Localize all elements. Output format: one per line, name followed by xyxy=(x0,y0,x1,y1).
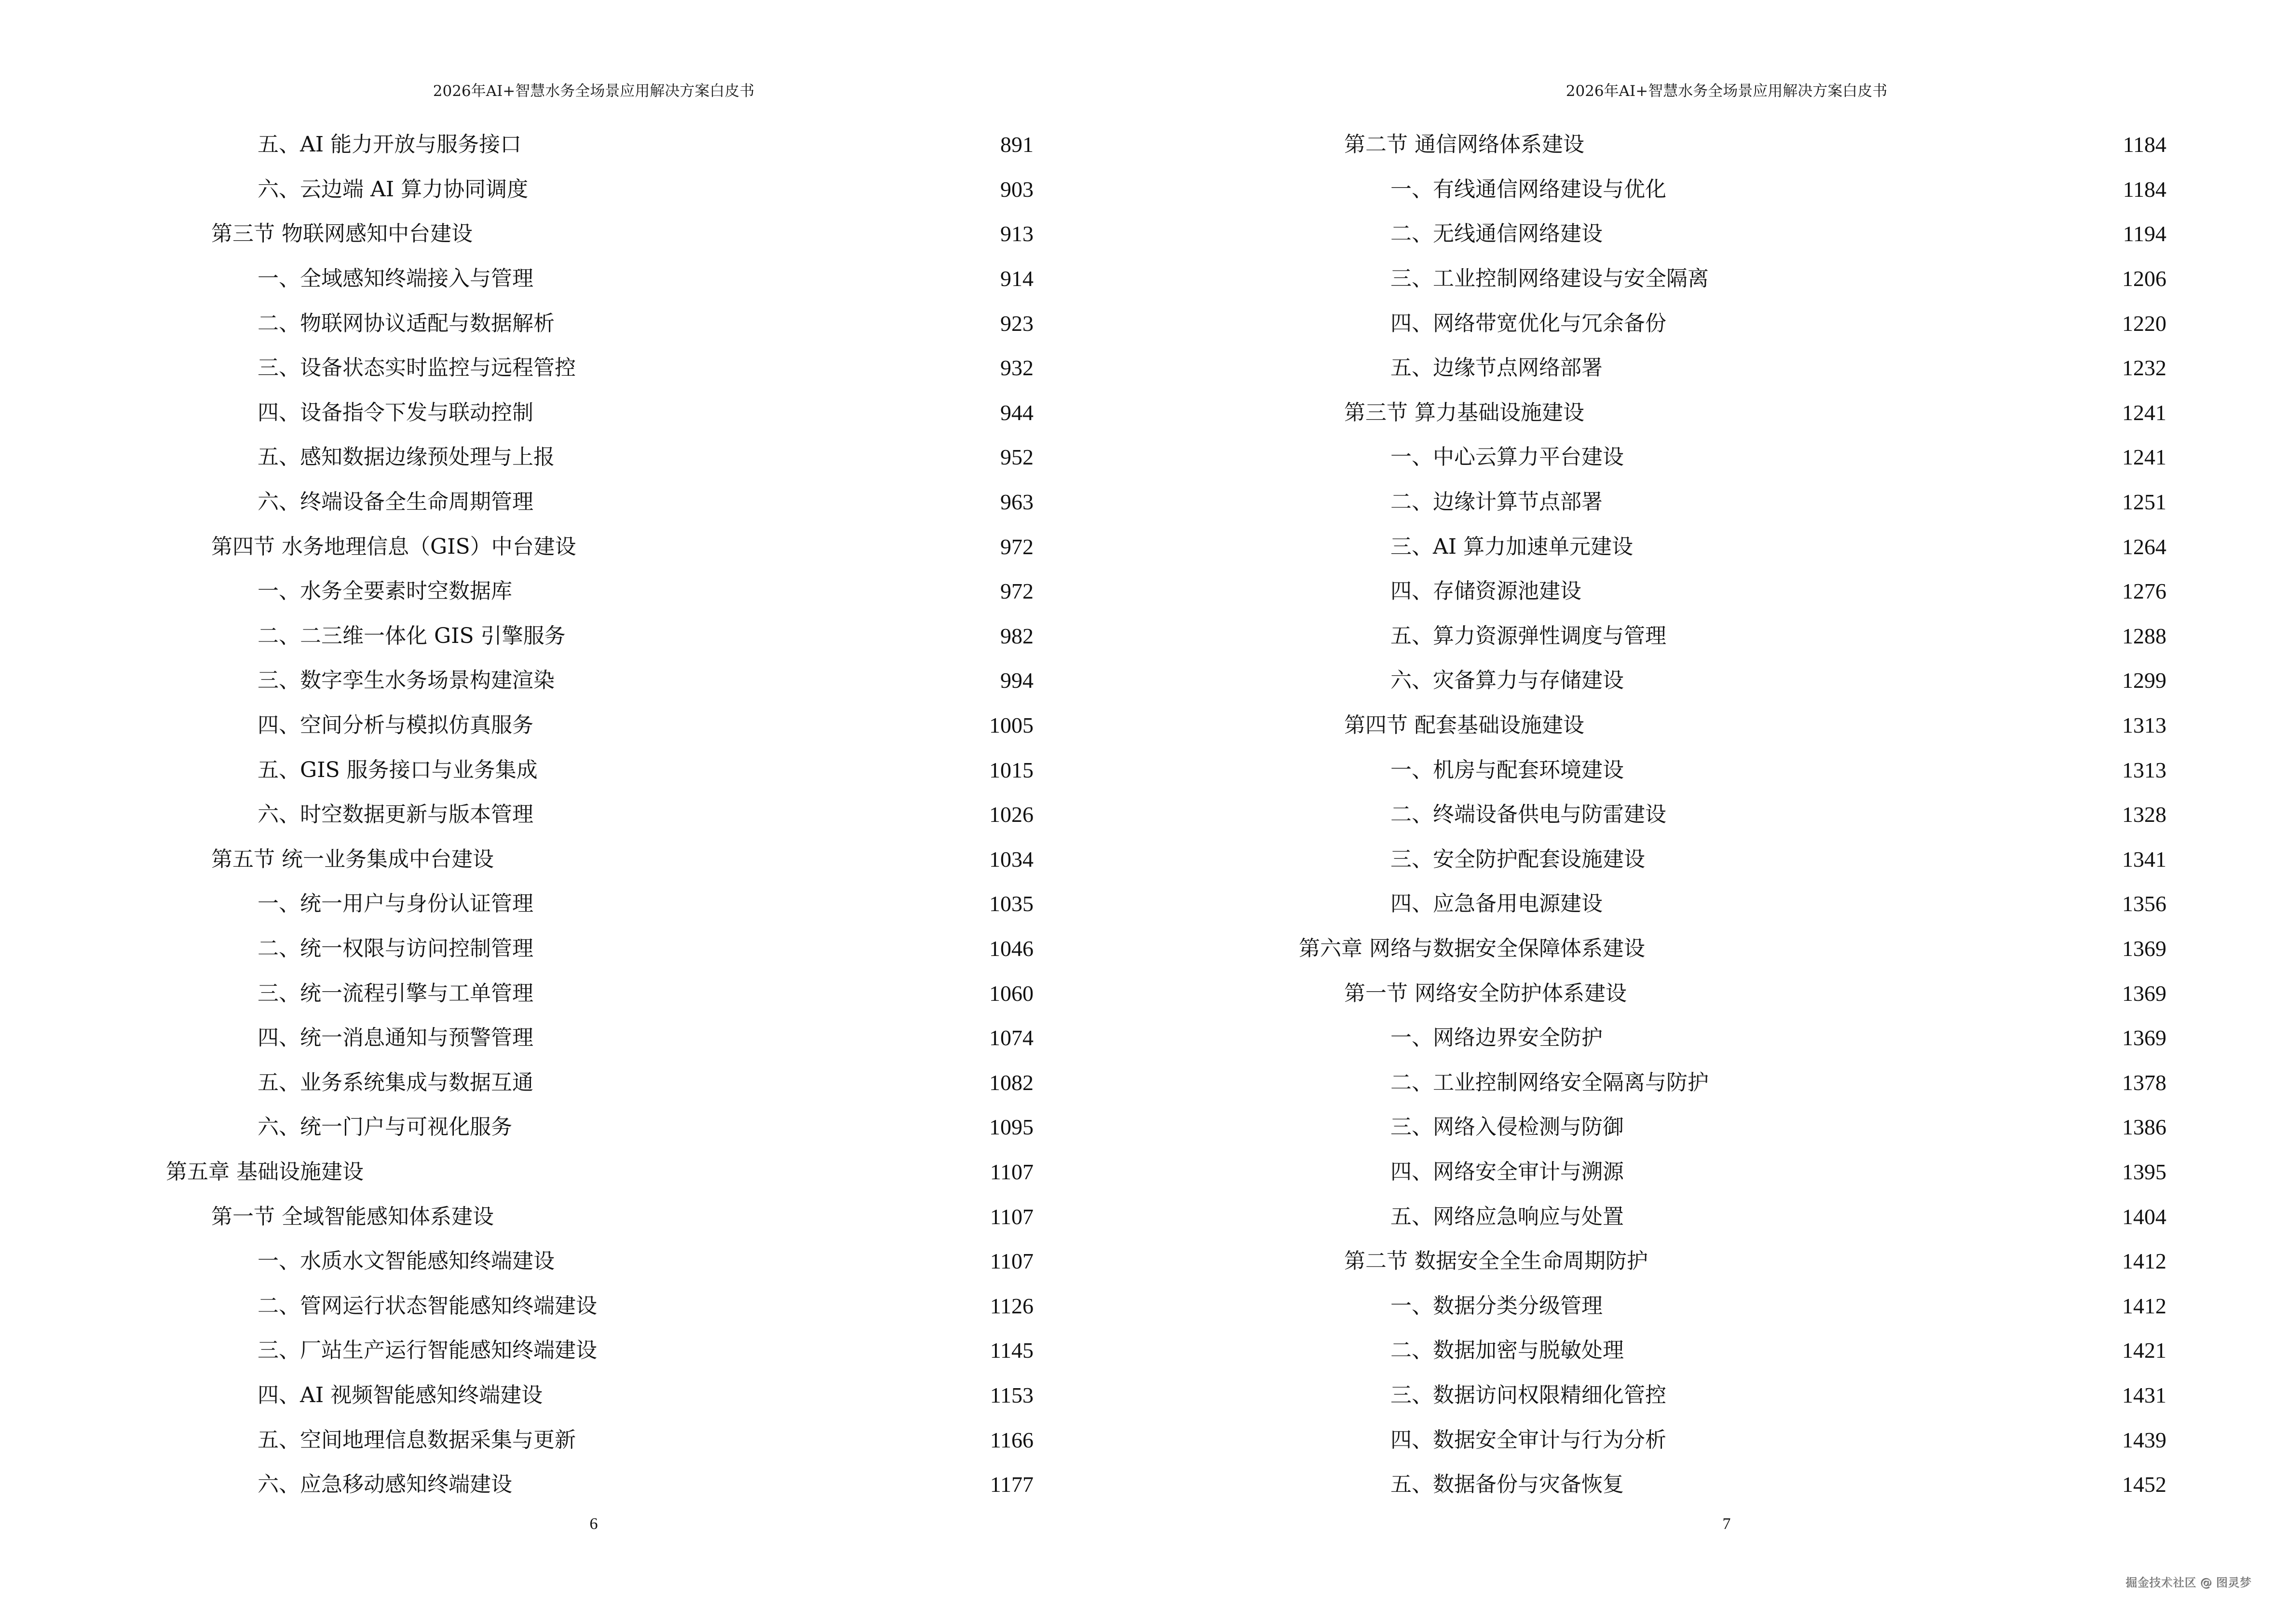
toc-entry-page: 913 xyxy=(1000,221,1034,246)
toc-entry-page: 1241 xyxy=(2122,445,2166,470)
toc-entry-item[interactable] xyxy=(0,569,1034,614)
toc-entry-page: 1328 xyxy=(2122,802,2166,827)
toc-entry-title: 五、边缘节点网络部署 xyxy=(1390,356,1606,380)
toc-entry-item[interactable] xyxy=(1133,569,2166,614)
dot-leader xyxy=(1637,537,2112,561)
toc-entry-item[interactable] xyxy=(1133,1016,2166,1061)
toc-entry-item[interactable] xyxy=(0,1328,1034,1373)
dot-leader xyxy=(1628,1340,2112,1365)
toc-entry-page: 1378 xyxy=(2122,1070,2166,1095)
table-of-contents xyxy=(1133,123,2166,1507)
toc-entry-item[interactable] xyxy=(1133,1328,2166,1373)
toc-entry-page: 1082 xyxy=(989,1070,1034,1095)
toc-entry-section[interactable] xyxy=(0,212,1034,257)
toc-entry-item[interactable] xyxy=(1133,1373,2166,1418)
toc-entry-section[interactable] xyxy=(1133,1239,2166,1284)
toc-entry-page: 1276 xyxy=(2122,579,2166,604)
running-header: 2026年AI+智慧水务全场景应用解决方案白皮书 xyxy=(1566,82,1888,100)
toc-entry-title: 六、终端设备全生命周期管理 xyxy=(258,490,537,514)
toc-entry-section[interactable] xyxy=(1133,971,2166,1016)
toc-entry-page: 1313 xyxy=(2122,713,2166,738)
toc-entry-title: 四、网络带宽优化与冗余备份 xyxy=(1390,312,1670,336)
toc-entry-item[interactable] xyxy=(0,1283,1034,1328)
dot-leader xyxy=(516,1474,980,1499)
toc-entry-item[interactable] xyxy=(0,257,1034,301)
dot-leader xyxy=(537,1028,980,1052)
toc-entry-page: 1015 xyxy=(989,757,1034,782)
toc-entry-title: 五、业务系统集成与数据互通 xyxy=(258,1071,537,1095)
toc-entry-page: 1452 xyxy=(2122,1472,2166,1497)
toc-entry-page: 1395 xyxy=(2122,1159,2166,1184)
dot-leader xyxy=(537,805,980,829)
toc-entry-title: 三、网络入侵检测与防御 xyxy=(1390,1115,1628,1139)
toc-entry-page: 1184 xyxy=(2123,132,2166,157)
toc-entry-title: 二、终端设备供电与防雷建设 xyxy=(1390,803,1670,827)
toc-entry-section[interactable] xyxy=(0,524,1034,569)
toc-entry-title: 一、网络边界安全防护 xyxy=(1390,1026,1606,1050)
toc-entry-title: 一、水务全要素时空数据库 xyxy=(258,579,516,603)
toc-entry-page: 1288 xyxy=(2122,623,2166,648)
toc-entry-title: 一、数据分类分级管理 xyxy=(1390,1294,1606,1318)
toc-entry-title: 六、灾备算力与存储建设 xyxy=(1390,669,1628,693)
toc-entry-page: 944 xyxy=(1000,400,1034,425)
toc-entry-title: 三、工业控制网络建设与安全隔离 xyxy=(1390,267,1713,291)
toc-entry-section[interactable] xyxy=(0,1194,1034,1239)
toc-entry-page: 1026 xyxy=(989,802,1034,827)
toc-entry-item[interactable] xyxy=(1133,1462,2166,1507)
dot-leader xyxy=(558,1251,980,1275)
dot-leader xyxy=(1628,1162,2112,1186)
toc-entry-title: 二、统一权限与访问控制管理 xyxy=(258,937,537,961)
toc-entry-title: 五、AI 能力开放与服务接口 xyxy=(258,133,525,157)
toc-entry-title: 一、统一用户与身份认证管理 xyxy=(258,892,537,916)
toc-entry-title: 四、网络安全审计与溯源 xyxy=(1390,1160,1628,1184)
toc-entry-title: 五、空间地理信息数据采集与更新 xyxy=(258,1428,580,1452)
dot-leader xyxy=(1628,447,2112,471)
toc-entry-title: 第三节 物联网感知中台建设 xyxy=(211,222,476,246)
toc-entry-title: 五、数据备份与灾备恢复 xyxy=(1390,1473,1628,1497)
toc-entry-item[interactable] xyxy=(0,614,1034,659)
toc-entry-title: 四、统一消息通知与预警管理 xyxy=(258,1026,537,1050)
toc-entry-item[interactable] xyxy=(1133,1150,2166,1195)
dot-leader xyxy=(476,224,991,248)
toc-entry-title: 第六章 网络与数据安全保障体系建设 xyxy=(1299,937,1649,961)
toc-page-right xyxy=(1133,0,2276,1624)
toc-entry-chapter[interactable] xyxy=(1133,927,2166,971)
dot-leader xyxy=(1631,983,2112,1008)
toc-entry-page: 1060 xyxy=(989,981,1034,1006)
toc-entry-page: 1034 xyxy=(989,846,1034,872)
dot-leader xyxy=(525,135,991,159)
watermark: 掘金技术社区 @ 图灵梦 xyxy=(2126,1576,2252,1590)
dot-leader xyxy=(558,670,991,695)
toc-entry-title: 二、无线通信网络建设 xyxy=(1390,222,1606,246)
toc-entry-page: 1107 xyxy=(990,1204,1034,1229)
toc-entry-item[interactable] xyxy=(0,1462,1034,1507)
toc-entry-title: 第一节 网络安全防护体系建设 xyxy=(1344,982,1631,1006)
toc-entry-title: 四、数据安全审计与行为分析 xyxy=(1390,1428,1670,1452)
toc-entry-item[interactable] xyxy=(1133,435,2166,480)
toc-entry-section[interactable] xyxy=(1133,703,2166,748)
toc-entry-item[interactable] xyxy=(0,123,1034,167)
toc-entry-page: 1074 xyxy=(989,1025,1034,1051)
toc-entry-item[interactable] xyxy=(1133,1105,2166,1150)
toc-entry-item[interactable] xyxy=(0,1105,1034,1150)
toc-entry-page: 1153 xyxy=(990,1382,1034,1407)
toc-entry-page: 994 xyxy=(1000,668,1034,693)
toc-entry-title: 四、空间分析与模拟仿真服务 xyxy=(258,713,537,737)
dot-leader xyxy=(601,1296,980,1320)
toc-entry-chapter[interactable] xyxy=(0,1150,1034,1195)
toc-entry-title: 一、水质水文智能感知终端建设 xyxy=(258,1249,558,1273)
dot-leader xyxy=(1670,179,2113,204)
dot-leader xyxy=(498,1207,980,1231)
toc-entry-title: 三、数字孪生水务场景构建渲染 xyxy=(258,669,558,693)
dot-leader xyxy=(1628,760,2112,784)
toc-entry-title: 一、中心云算力平台建设 xyxy=(1390,445,1628,469)
dot-leader xyxy=(1628,1207,2112,1231)
dot-leader xyxy=(1585,581,2112,605)
toc-entry-title: 第五节 统一业务集成中台建设 xyxy=(211,847,498,872)
toc-entry-page: 1341 xyxy=(2122,846,2166,872)
toc-entry-item[interactable] xyxy=(0,1373,1034,1418)
dot-leader xyxy=(537,492,991,516)
toc-entry-page: 914 xyxy=(1000,266,1034,291)
dot-leader xyxy=(1649,939,2112,963)
dot-leader xyxy=(1670,626,2112,650)
toc-entry-title: 六、统一门户与可视化服务 xyxy=(258,1115,516,1139)
dot-leader xyxy=(1628,670,2112,695)
toc-entry-page: 903 xyxy=(1000,177,1034,202)
toc-entry-title: 第一节 全域智能感知体系建设 xyxy=(211,1205,498,1229)
dot-leader xyxy=(1606,224,2113,248)
toc-entry-title: 五、感知数据边缘预处理与上报 xyxy=(258,445,558,469)
dot-leader xyxy=(570,626,991,650)
toc-entry-item[interactable] xyxy=(0,1239,1034,1284)
dot-leader xyxy=(537,983,980,1008)
toc-entry-page: 982 xyxy=(1000,623,1034,648)
dot-leader xyxy=(1652,1251,2112,1275)
dot-leader xyxy=(537,403,991,427)
dot-leader xyxy=(558,447,991,471)
dot-leader xyxy=(1588,715,2112,739)
toc-entry-page: 963 xyxy=(1000,490,1034,515)
toc-entry-item[interactable] xyxy=(1133,658,2166,703)
dot-leader xyxy=(532,179,991,204)
dot-leader xyxy=(580,1430,980,1454)
toc-entry-section[interactable] xyxy=(1133,123,2166,167)
toc-entry-page: 1421 xyxy=(2122,1338,2166,1363)
dot-leader xyxy=(537,939,980,963)
toc-entry-title: 二、管网运行状态智能感知终端建设 xyxy=(258,1294,601,1318)
toc-entry-item[interactable] xyxy=(0,1016,1034,1061)
toc-entry-section[interactable] xyxy=(1133,391,2166,436)
toc-entry-page: 1232 xyxy=(2122,355,2166,381)
dot-leader xyxy=(516,1117,980,1141)
toc-entry-page: 1241 xyxy=(2122,400,2166,425)
toc-entry-item[interactable] xyxy=(0,748,1034,792)
toc-entry-page: 1264 xyxy=(2122,534,2166,559)
page-number: 7 xyxy=(1722,1515,1731,1533)
toc-entry-title: 五、网络应急响应与处置 xyxy=(1390,1205,1628,1229)
toc-entry-page: 1145 xyxy=(990,1338,1034,1363)
toc-entry-page: 1404 xyxy=(2122,1204,2166,1229)
toc-entry-page: 1005 xyxy=(989,713,1034,738)
toc-entry-item[interactable] xyxy=(0,882,1034,927)
toc-entry-title: 三、数据访问权限精细化管控 xyxy=(1390,1383,1670,1407)
dot-leader xyxy=(580,358,991,382)
toc-entry-title: 五、算力资源弹性调度与管理 xyxy=(1390,624,1670,648)
toc-entry-page: 1046 xyxy=(989,936,1034,961)
toc-entry-page: 1194 xyxy=(2123,221,2166,246)
toc-entry-item[interactable] xyxy=(1133,212,2166,257)
page-number: 6 xyxy=(589,1515,598,1533)
toc-entry-page: 1035 xyxy=(989,891,1034,916)
table-of-contents xyxy=(0,123,1034,1507)
toc-entry-item[interactable] xyxy=(1133,524,2166,569)
dot-leader xyxy=(1628,1117,2112,1141)
toc-entry-item[interactable] xyxy=(0,658,1034,703)
dot-leader xyxy=(1649,849,2112,873)
toc-entry-item[interactable] xyxy=(0,167,1034,212)
dot-leader xyxy=(601,1340,980,1365)
toc-entry-title: 三、AI 算力加速单元建设 xyxy=(1390,535,1637,559)
toc-entry-page: 932 xyxy=(1000,355,1034,381)
toc-entry-page: 1251 xyxy=(2122,490,2166,515)
dot-leader xyxy=(516,581,991,605)
toc-entry-title: 四、设备指令下发与联动控制 xyxy=(258,401,537,425)
toc-entry-title: 一、全域感知终端接入与管理 xyxy=(258,267,537,291)
toc-entry-page: 1166 xyxy=(990,1427,1034,1452)
dot-leader xyxy=(368,1162,980,1186)
toc-entry-title: 四、应急备用电源建设 xyxy=(1390,892,1606,916)
toc-entry-item[interactable] xyxy=(0,1060,1034,1105)
toc-entry-item[interactable] xyxy=(1133,748,2166,792)
toc-entry-title: 四、AI 视频智能感知终端建设 xyxy=(258,1383,546,1407)
toc-entry-title: 第三节 算力基础设施建设 xyxy=(1344,401,1588,425)
toc-entry-page: 1412 xyxy=(2122,1293,2166,1318)
toc-entry-item[interactable] xyxy=(1133,167,2166,212)
toc-entry-title: 二、边缘计算节点部署 xyxy=(1390,490,1606,514)
dot-leader xyxy=(1606,492,2112,516)
toc-entry-item[interactable] xyxy=(1133,614,2166,659)
dot-leader xyxy=(1606,1296,2112,1320)
toc-entry-page: 1107 xyxy=(990,1159,1034,1184)
toc-entry-item[interactable] xyxy=(1133,882,2166,927)
toc-entry-page: 1177 xyxy=(990,1472,1034,1497)
toc-entry-page: 1386 xyxy=(2122,1115,2166,1140)
dot-leader xyxy=(1588,135,2113,159)
dot-leader xyxy=(537,894,980,918)
dot-leader xyxy=(1588,403,2112,427)
toc-entry-title: 六、应急移动感知终端建设 xyxy=(258,1473,516,1497)
toc-entry-item[interactable] xyxy=(1133,257,2166,301)
toc-entry-title: 一、有线通信网络建设与优化 xyxy=(1390,177,1670,202)
toc-entry-title: 六、时空数据更新与版本管理 xyxy=(258,803,537,827)
toc-entry-title: 三、厂站生产运行智能感知终端建设 xyxy=(258,1338,601,1363)
toc-entry-page: 1369 xyxy=(2122,981,2166,1006)
toc-entry-section[interactable] xyxy=(0,837,1034,882)
toc-entry-title: 第二节 数据安全全生命周期防护 xyxy=(1344,1249,1652,1273)
dot-leader xyxy=(1606,1028,2112,1052)
toc-entry-title: 三、安全防护配套设施建设 xyxy=(1390,847,1649,872)
toc-entry-page: 1107 xyxy=(990,1249,1034,1274)
toc-entry-item[interactable] xyxy=(0,480,1034,525)
toc-entry-item[interactable] xyxy=(0,703,1034,748)
toc-entry-page: 1356 xyxy=(2122,891,2166,916)
toc-entry-page: 923 xyxy=(1000,311,1034,336)
dot-leader xyxy=(1606,894,2112,918)
toc-entry-item[interactable] xyxy=(0,971,1034,1016)
dot-leader xyxy=(537,1073,980,1097)
toc-entry-title: 二、二三维一体化 GIS 引擎服务 xyxy=(258,624,570,648)
dot-leader xyxy=(1628,1474,2112,1499)
toc-entry-title: 二、工业控制网络安全隔离与防护 xyxy=(1390,1071,1713,1095)
dot-leader xyxy=(1670,314,2112,338)
toc-entry-page: 972 xyxy=(1000,534,1034,559)
dot-leader xyxy=(1670,1385,2112,1409)
toc-entry-title: 第五章 基础设施建设 xyxy=(166,1160,368,1184)
toc-entry-item[interactable] xyxy=(1133,480,2166,525)
dot-leader xyxy=(1713,1073,2112,1097)
toc-entry-title: 二、数据加密与脱敏处理 xyxy=(1390,1338,1628,1363)
toc-entry-item[interactable] xyxy=(1133,1418,2166,1462)
toc-entry-item[interactable] xyxy=(1133,1283,2166,1328)
toc-entry-page: 1095 xyxy=(989,1115,1034,1140)
dot-leader xyxy=(546,1385,980,1409)
toc-entry-item[interactable] xyxy=(0,792,1034,837)
dot-leader xyxy=(558,314,991,338)
toc-entry-page: 1313 xyxy=(2122,757,2166,782)
dot-leader xyxy=(1670,1430,2112,1454)
toc-entry-page: 952 xyxy=(1000,445,1034,470)
toc-entry-title: 三、统一流程引擎与工单管理 xyxy=(258,982,537,1006)
dot-leader xyxy=(537,269,991,293)
toc-entry-page: 972 xyxy=(1000,579,1034,604)
toc-entry-page: 1299 xyxy=(2122,668,2166,693)
toc-entry-title: 六、云边端 AI 算力协同调度 xyxy=(258,177,532,202)
toc-entry-title: 第四节 配套基础设施建设 xyxy=(1344,713,1588,737)
toc-entry-item[interactable] xyxy=(1133,301,2166,346)
toc-entry-page: 1369 xyxy=(2122,1025,2166,1051)
toc-entry-item[interactable] xyxy=(0,346,1034,391)
toc-entry-title: 第二节 通信网络体系建设 xyxy=(1344,133,1588,157)
toc-entry-page: 1184 xyxy=(2123,177,2166,202)
toc-entry-item[interactable] xyxy=(0,391,1034,436)
toc-entry-page: 1369 xyxy=(2122,936,2166,961)
toc-entry-title: 五、GIS 服务接口与业务集成 xyxy=(258,758,542,782)
toc-entry-title: 三、设备状态实时监控与远程管控 xyxy=(258,356,580,380)
dot-leader xyxy=(498,849,980,873)
toc-entry-page: 1431 xyxy=(2122,1382,2166,1407)
dot-leader xyxy=(537,715,980,739)
toc-entry-item[interactable] xyxy=(1133,346,2166,391)
toc-entry-title: 四、存储资源池建设 xyxy=(1390,579,1585,603)
toc-entry-item[interactable] xyxy=(0,927,1034,971)
dot-leader xyxy=(1713,269,2112,293)
toc-entry-page: 1206 xyxy=(2122,266,2166,291)
toc-entry-page: 1439 xyxy=(2122,1427,2166,1452)
dot-leader xyxy=(1606,358,2112,382)
toc-entry-page: 1126 xyxy=(990,1293,1034,1318)
running-header: 2026年AI+智慧水务全场景应用解决方案白皮书 xyxy=(433,82,755,100)
toc-entry-page: 1220 xyxy=(2122,311,2166,336)
toc-entry-item[interactable] xyxy=(1133,837,2166,882)
dot-leader xyxy=(580,537,991,561)
toc-entry-title: 二、物联网协议适配与数据解析 xyxy=(258,312,558,336)
toc-entry-item[interactable] xyxy=(0,1418,1034,1462)
toc-entry-page: 891 xyxy=(1000,132,1034,157)
dot-leader xyxy=(1670,805,2112,829)
toc-entry-item[interactable] xyxy=(1133,1060,2166,1105)
toc-entry-item[interactable] xyxy=(0,435,1034,480)
toc-entry-title: 第四节 水务地理信息（GIS）中台建设 xyxy=(211,535,580,559)
toc-entry-item[interactable] xyxy=(1133,1194,2166,1239)
dot-leader xyxy=(542,760,980,784)
toc-entry-page: 1412 xyxy=(2122,1249,2166,1274)
toc-entry-item[interactable] xyxy=(0,301,1034,346)
toc-entry-title: 一、机房与配套环境建设 xyxy=(1390,758,1628,782)
toc-entry-item[interactable] xyxy=(1133,792,2166,837)
